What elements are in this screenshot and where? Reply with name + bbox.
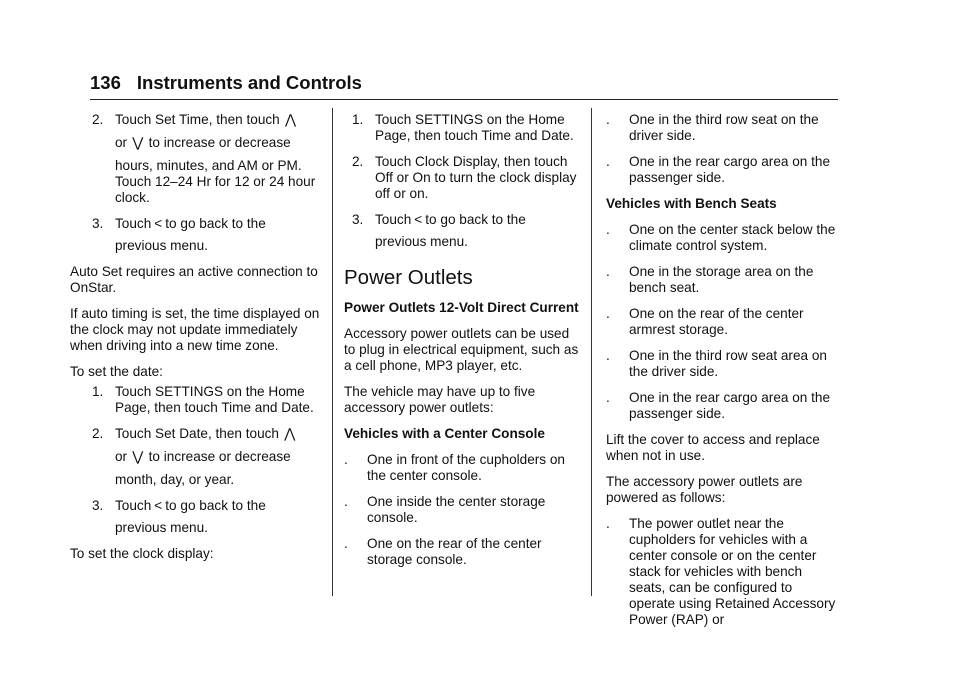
list-item: [344, 452, 584, 484]
step-text: previous menu.: [115, 520, 208, 535]
down-arrow-icon: ⋁: [132, 135, 144, 150]
step-text: hours, minutes, and AM or PM. Touch 12–24 Hr for 12 or 24 hour clock.: [115, 158, 316, 205]
back-arrow-icon: <: [154, 216, 163, 231]
time-step-3: [92, 216, 328, 254]
back-arrow-icon: <: [154, 498, 163, 513]
paragraph-setdate: To set the date:: [70, 364, 163, 379]
step-number: 3.: [92, 498, 104, 513]
list-item: [344, 536, 584, 568]
up-arrow-icon: ⋀: [284, 112, 297, 127]
bullet: .: [606, 264, 610, 279]
page-header: [90, 72, 362, 94]
clock-step-3: [352, 212, 584, 250]
page-title: Instruments and Controls: [136, 72, 362, 93]
list-item: [606, 516, 842, 628]
step-text: Touch SETTINGS on the Home Page, then touch Time and Date.: [375, 112, 574, 143]
bullet-text: The power outlet near the cupholders for vehicles with a center console or on the center stack for vehicles with bench seats, can be configured to operate using Retained Accessory Power (RAP) or: [629, 516, 836, 627]
step-number: 1.: [92, 384, 104, 399]
bullet-text: One inside the center storage console.: [367, 494, 546, 525]
step-number: 2.: [92, 426, 104, 441]
time-step-2: [92, 112, 328, 206]
step-text: or: [115, 135, 128, 150]
bullet-text: One on the rear of the center storage console.: [367, 536, 542, 567]
step-number: 1.: [352, 112, 364, 127]
clock-step-2: [352, 154, 584, 202]
step-text: to increase or decrease: [148, 135, 291, 150]
bullet: .: [606, 222, 610, 237]
paragraph-five-outlets: The vehicle may have up to five accessory power outlets:: [344, 384, 536, 415]
step-text: to increase or decrease: [148, 449, 291, 464]
subheading-bench-seats: Vehicles with Bench Seats: [606, 196, 777, 211]
bullet: .: [606, 306, 610, 321]
bullet-text: One in the rear cargo area on the passenger side.: [629, 154, 831, 185]
list-item: [606, 306, 842, 338]
column-2: [344, 112, 584, 568]
step-text: Touch Clock Display, then touch Off or On to turn the clock display off or on.: [375, 154, 577, 201]
step-number: 3.: [352, 212, 364, 227]
date-step-2: [92, 426, 328, 488]
bullet: .: [606, 112, 610, 127]
paragraph-lift-cover: Lift the cover to access and replace when not in use.: [606, 432, 820, 463]
bullet: .: [344, 494, 348, 509]
bullet: .: [344, 452, 348, 467]
bullet-text: One on the rear of the center armrest storage.: [629, 306, 804, 337]
step-number: 2.: [352, 154, 364, 169]
step-number: 3.: [92, 216, 104, 231]
bullet-text: One in the rear cargo area on the passenger side.: [629, 390, 831, 421]
list-item: [606, 222, 842, 254]
list-item: [606, 264, 842, 296]
bullet: .: [606, 154, 610, 169]
list-item: [606, 112, 842, 144]
step-text: Touch Set Date, then touch: [115, 426, 279, 441]
subheading-power-outlets: Power Outlets 12-Volt Direct Current: [344, 300, 579, 315]
column-1: [70, 112, 328, 562]
header-rule: [90, 99, 838, 100]
step-text: Touch SETTINGS on the Home Page, then touch Time and Date.: [115, 384, 314, 415]
paragraph-powered: The accessory power outlets are powered as follows:: [606, 474, 803, 505]
bullet-text: One in the third row seat on the driver side.: [629, 112, 819, 143]
step-text: month, day, or year.: [115, 472, 235, 487]
back-arrow-icon: <: [414, 212, 423, 227]
step-text: Touch: [115, 498, 152, 513]
column-3: [606, 112, 842, 628]
down-arrow-icon: ⋁: [132, 449, 144, 464]
subheading-center-console: Vehicles with a Center Console: [344, 426, 545, 441]
step-text: previous menu.: [115, 238, 208, 253]
section-title: Power Outlets: [344, 266, 473, 289]
step-text: previous menu.: [375, 234, 468, 249]
date-step-1: [92, 384, 328, 416]
bullet: .: [606, 516, 610, 531]
column-divider-1: [332, 108, 333, 596]
bullet: .: [606, 348, 610, 363]
list-item: [606, 154, 842, 186]
paragraph-accessory: Accessory power outlets can be used to plug in electrical equipment, such as a cell phone, MP3 player, etc.: [344, 326, 579, 373]
date-step-3: [92, 498, 328, 536]
step-text: Touch: [375, 212, 412, 227]
step-text: Touch: [115, 216, 152, 231]
clock-step-1: [352, 112, 584, 144]
bullet: .: [344, 536, 348, 551]
list-item: [606, 348, 842, 380]
up-arrow-icon: ⋀: [284, 426, 296, 441]
step-text: or: [115, 449, 128, 464]
step-text: to go back to the: [165, 498, 266, 513]
bullet-text: One on the center stack below the climate control system.: [629, 222, 836, 253]
step-text: Touch Set Time, then touch: [115, 112, 280, 127]
paragraph-autoset: Auto Set requires an active connection to OnStar.: [70, 264, 318, 295]
list-item: [344, 494, 584, 526]
list-item: [606, 390, 842, 422]
page-number: 136: [90, 72, 121, 93]
paragraph-autotiming: If auto timing is set, the time displayed on the clock may not update immediately when driving into a new time zone.: [70, 306, 320, 353]
column-divider-2: [591, 108, 592, 596]
paragraph-setclock: To set the clock display:: [70, 546, 214, 561]
bullet-text: One in the third row seat area on the driver side.: [629, 348, 827, 379]
bullet: .: [606, 390, 610, 405]
step-text: to go back to the: [165, 216, 266, 231]
bullet-text: One in the storage area on the bench seat.: [629, 264, 814, 295]
step-number: 2.: [92, 112, 104, 127]
bullet-text: One in front of the cupholders on the center console.: [367, 452, 565, 483]
step-text: to go back to the: [425, 212, 526, 227]
